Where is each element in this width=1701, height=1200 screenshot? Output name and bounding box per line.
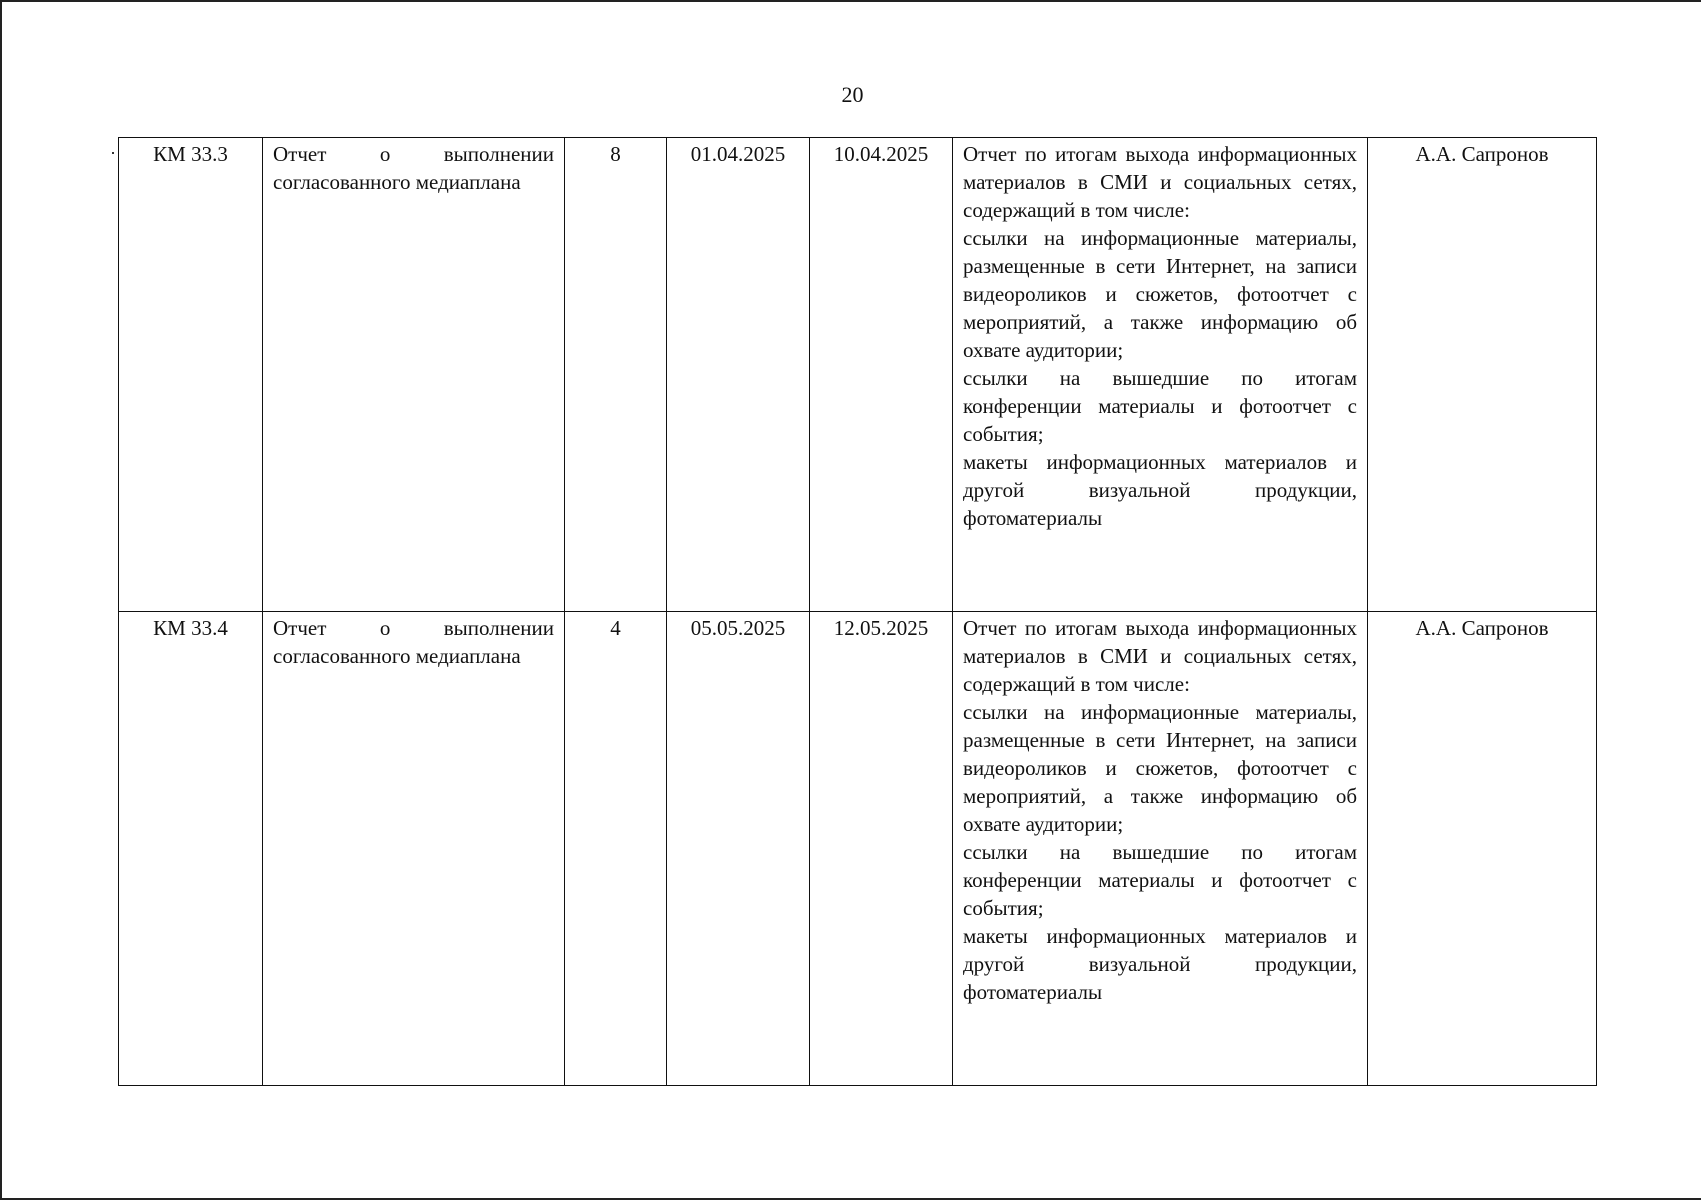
result-paragraph: ссылки на вышедшие по итогам конференции материалы и фотоотчет с события; xyxy=(963,366,1357,446)
result-description xyxy=(953,612,1368,1086)
control-point-code: КМ 33.3 xyxy=(119,138,263,612)
plan-table-wrapper xyxy=(118,137,1596,1086)
table-row xyxy=(119,138,1597,612)
result-paragraph: ссылки на информационные материалы, размещенные в сети Интернет, на записи видеороликов и сюжетов, фотоотчет с мероприятий, а также информацию об охвате аудитории; xyxy=(963,226,1357,362)
responsible-person: А.А. Сапронов xyxy=(1368,612,1597,1086)
result-paragraph: ссылки на вышедшие по итогам конференции материалы и фотоотчет с события; xyxy=(963,840,1357,920)
control-point-number: 4 xyxy=(565,612,667,1086)
control-point-number: 8 xyxy=(565,138,667,612)
result-paragraph: макеты информационных материалов и другой визуальной продукции, фотоматериалы xyxy=(963,450,1357,530)
control-point-name: Отчет о выполнении согласованного медиаплана xyxy=(263,138,565,612)
control-point-name: Отчет о выполнении согласованного медиаплана xyxy=(263,612,565,1086)
result-paragraph: Отчет по итогам выхода информационных материалов в СМИ и социальных сетях, содержащий в том числе: xyxy=(963,616,1357,696)
margin-dot xyxy=(112,152,114,154)
result-description xyxy=(953,138,1368,612)
start-date: 01.04.2025 xyxy=(667,138,810,612)
plan-table xyxy=(118,137,1597,1086)
control-point-code: КМ 33.4 xyxy=(119,612,263,1086)
result-paragraph: макеты информационных материалов и другой визуальной продукции, фотоматериалы xyxy=(963,924,1357,1004)
end-date: 10.04.2025 xyxy=(810,138,953,612)
result-paragraph: ссылки на информационные материалы, размещенные в сети Интернет, на записи видеороликов и сюжетов, фотоотчет с мероприятий, а также информацию об охвате аудитории; xyxy=(963,700,1357,836)
table-row xyxy=(119,612,1597,1086)
responsible-person: А.А. Сапронов xyxy=(1368,138,1597,612)
result-paragraph: Отчет по итогам выхода информационных материалов в СМИ и социальных сетях, содержащий в том числе: xyxy=(963,142,1357,222)
start-date: 05.05.2025 xyxy=(667,612,810,1086)
end-date: 12.05.2025 xyxy=(810,612,953,1086)
page-number: 20 xyxy=(841,82,864,107)
